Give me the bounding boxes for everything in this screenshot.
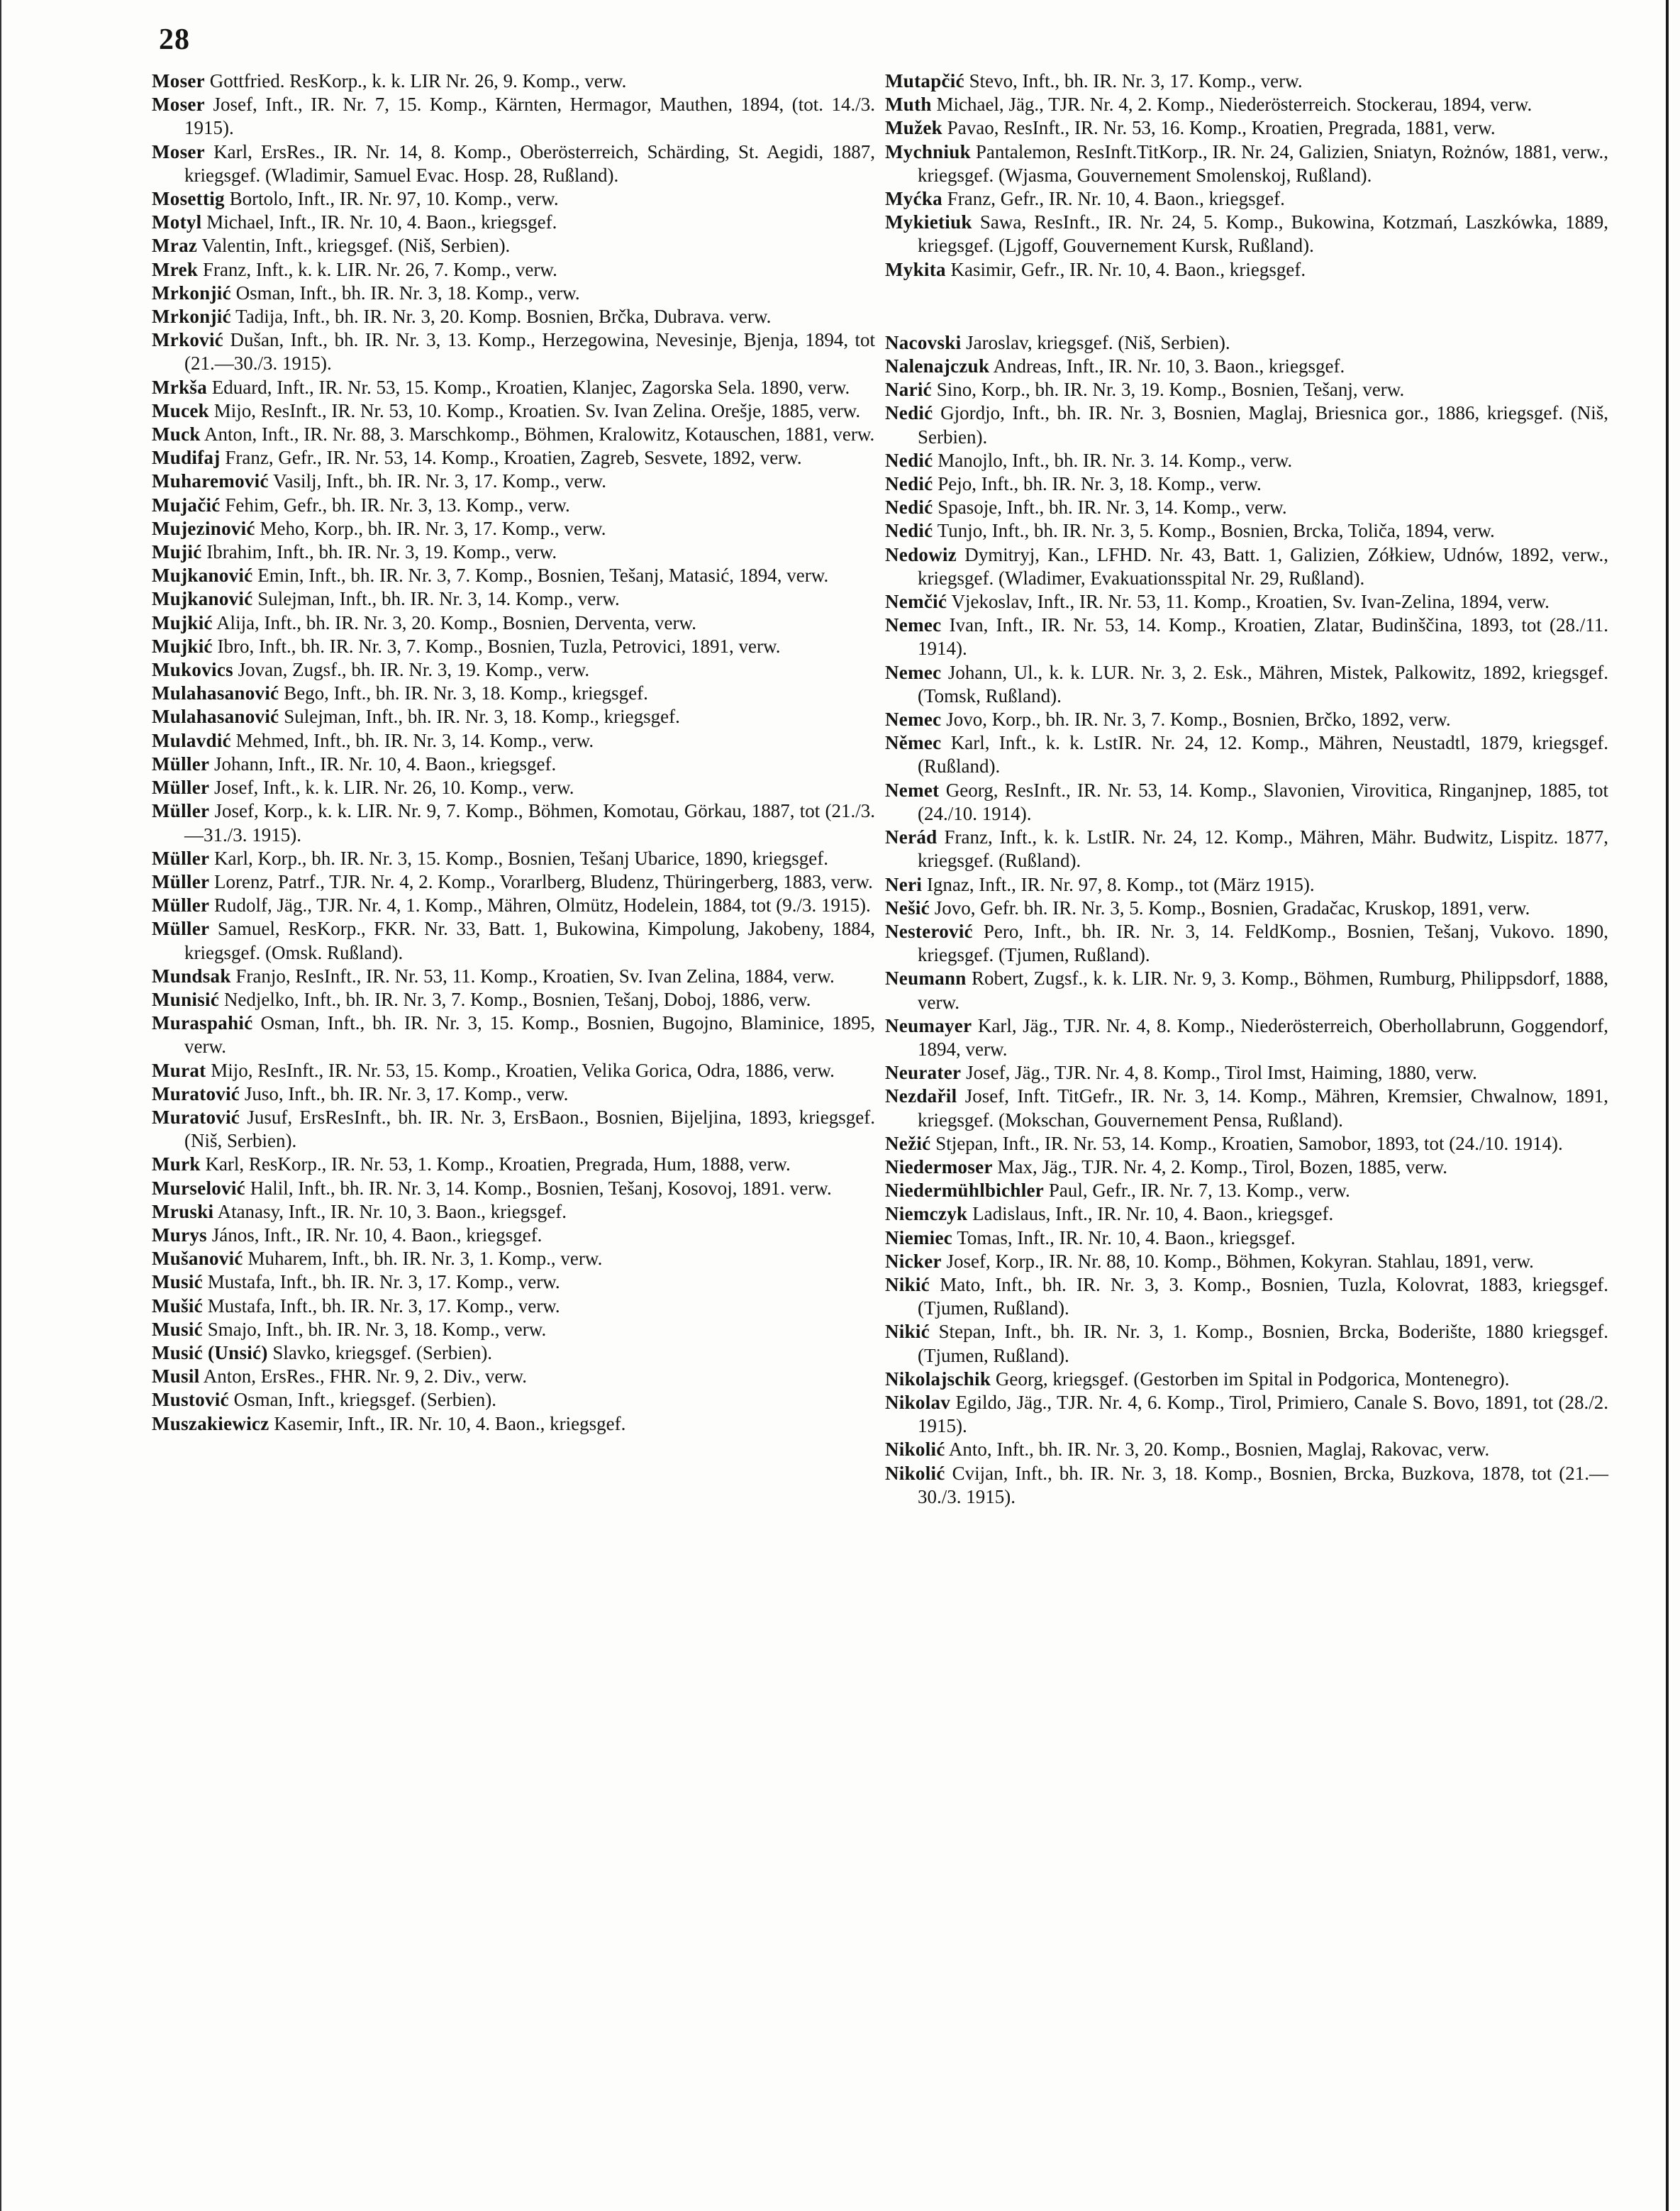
register-entry xyxy=(152,776,875,799)
register-entry xyxy=(885,873,1608,897)
register-entry xyxy=(152,917,875,964)
entry-details: Anton, ErsRes., FHR. Nr. 9, 2. Div., verw. xyxy=(203,1365,528,1387)
register-entry xyxy=(152,187,875,211)
entry-surname: Neumann xyxy=(885,968,967,990)
entry-details: Andreas, Inft., IR. Nr. 10, 3. Baon., kriegsgef. xyxy=(993,355,1345,377)
entry-details: Franz, Inft., k. k. LIR. Nr. 26, 7. Komp., verw. xyxy=(202,258,557,280)
entry-surname: Muharemović xyxy=(152,470,269,492)
entry-details: Karl, ResKorp., IR. Nr. 53, 1. Komp., Kroatien, Pregrada, Hum, 1888, verw. xyxy=(205,1153,791,1175)
register-entry xyxy=(152,988,875,1012)
entry-details: Emin, Inft., bh. IR. Nr. 3, 7. Komp., Bosnien, Tešanj, Matasić, 1894, verw. xyxy=(257,565,829,587)
entry-surname: Nedić xyxy=(885,520,933,542)
entry-surname: Nemčić xyxy=(885,591,947,613)
register-entry xyxy=(152,258,875,282)
register-entry xyxy=(152,1365,875,1388)
entry-surname: Mykietiuk xyxy=(885,211,972,233)
register-entry xyxy=(152,1295,875,1318)
entry-details: Jovan, Zugsf., bh. IR. Nr. 3, 19. Komp., verw. xyxy=(238,659,590,681)
entry-surname: Nedić xyxy=(885,449,933,471)
entry-details: Spasoje, Inft., bh. IR. Nr. 3, 14. Komp., verw. xyxy=(938,497,1287,519)
entry-surname: Musić xyxy=(152,1271,203,1293)
register-entry xyxy=(152,1082,875,1106)
entry-surname: Murk xyxy=(152,1153,201,1175)
entry-details: Pantalemon, ResInft.TitKorp., IR. Nr. 24, Galizien, Sniatyn, Rożnów, 1881, verw., kriegsgef. (Wjasma, Gouvernement Smolenskoj, Rußland). xyxy=(918,140,1608,186)
entry-surname: Narić xyxy=(885,379,932,401)
section-gap xyxy=(885,282,1608,331)
register-entry xyxy=(885,1273,1608,1320)
entry-surname: Musil xyxy=(152,1365,200,1387)
entry-surname: Mujkić xyxy=(152,635,213,657)
register-entry xyxy=(885,826,1608,872)
entry-details: Anton, Inft., IR. Nr. 88, 3. Marschkomp., Böhmen, Kralowitz, Kotauschen, 1881, verw. xyxy=(204,423,875,445)
entry-surname: Mulahasanović xyxy=(152,682,279,704)
register-entry xyxy=(152,870,875,894)
entry-surname: Nikolajschik xyxy=(885,1368,991,1390)
entry-surname: Mulavdić xyxy=(152,729,231,751)
entry-surname: Nemet xyxy=(885,779,940,801)
entry-surname: Müller xyxy=(152,800,210,822)
register-entry xyxy=(152,729,875,753)
entry-surname: Mustović xyxy=(152,1389,229,1411)
entry-details: Robert, Zugsf., k. k. LIR. Nr. 9, 3. Komp., Böhmen, Rumburg, Philippsdorf, 1888, verw. xyxy=(918,968,1608,1013)
register-entry xyxy=(885,496,1608,519)
register-entry xyxy=(885,378,1608,401)
entry-details: Ivan, Inft., IR. Nr. 53, 14. Komp., Kroatien, Zlatar, Budinščina, 1893, tot (28./11. 1914). xyxy=(918,614,1609,660)
entry-surname: Murat xyxy=(152,1059,206,1081)
entry-surname: Mraz xyxy=(152,235,198,257)
entry-details: Gjordjo, Inft., bh. IR. Nr. 3, Bosnien, Maglaj, Briesnica gor., 1886, kriegsgef. (Niš, Serbien). xyxy=(918,402,1608,448)
register-entry xyxy=(152,140,875,187)
register-entry xyxy=(152,494,875,517)
entry-surname: Niemiec xyxy=(885,1226,953,1248)
entry-surname: Müller xyxy=(152,918,210,940)
entry-details: Egildo, Jäg., TJR. Nr. 4, 6. Komp., Tirol, Primiero, Canale S. Bovo, 1891, tot (28./2. 1915). xyxy=(918,1391,1608,1437)
register-entry xyxy=(885,1250,1608,1273)
entry-surname: Murys xyxy=(152,1224,207,1246)
entry-details: Dušan, Inft., bh. IR. Nr. 3, 13. Komp., Herzegowina, Nevesinje, Bjenja, 1894, tot (21.—30./3. 1915). xyxy=(184,329,876,375)
entry-details: Anto, Inft., bh. IR. Nr. 3, 20. Komp., Bosnien, Maglaj, Rakovac, verw. xyxy=(948,1439,1490,1461)
register-entry xyxy=(885,543,1608,590)
entry-details: Tunjo, Inft., bh. IR. Nr. 3, 5. Komp., Bosnien, Brcka, Toliča, 1894, verw. xyxy=(937,520,1495,542)
register-entry xyxy=(885,1320,1608,1367)
entry-details: Franz, Gefr., IR. Nr. 53, 14. Komp., Kroatien, Zagreb, Sesvete, 1892, verw. xyxy=(225,447,802,469)
entry-details: Ibro, Inft., bh. IR. Nr. 3, 7. Komp., Bosnien, Tuzla, Petrovici, 1891, verw. xyxy=(217,635,781,657)
register-entry xyxy=(152,470,875,493)
register-entry xyxy=(885,614,1608,660)
register-entry xyxy=(885,401,1608,448)
entry-surname: Musić (Unsić) xyxy=(152,1341,268,1363)
entry-details: Mehmed, Inft., bh. IR. Nr. 3, 14. Komp., verw. xyxy=(235,729,594,751)
entry-details: Halil, Inft., bh. IR. Nr. 3, 14. Komp., Bosnien, Tešanj, Kosovoj, 1891. verw. xyxy=(250,1177,832,1199)
entry-details: Nedjelko, Inft., bh. IR. Nr. 3, 7. Komp., Bosnien, Tešanj, Doboj, 1886, verw. xyxy=(223,988,811,1010)
entry-surname: Muszakiewicz xyxy=(152,1412,269,1434)
entry-details: Vjekoslav, Inft., IR. Nr. 53, 11. Komp., Kroatien, Sv. Ivan-Zelina, 1894, verw. xyxy=(951,591,1550,613)
entry-details: Valentin, Inft., kriegsgef. (Niš, Serbien). xyxy=(201,235,511,257)
entry-surname: Mundsak xyxy=(152,965,231,987)
entry-surname: Neri xyxy=(885,873,923,895)
entry-surname: Niemczyk xyxy=(885,1203,968,1225)
register-entry xyxy=(885,1061,1608,1085)
entry-surname: Müller xyxy=(152,777,210,799)
register-entry xyxy=(885,116,1608,140)
register-entry xyxy=(885,1226,1608,1250)
entry-details: Vasilj, Inft., bh. IR. Nr. 3, 17. Komp., verw. xyxy=(273,470,607,492)
entry-surname: Nešić xyxy=(885,897,930,919)
register-entry xyxy=(152,1318,875,1341)
register-entry xyxy=(152,1412,875,1436)
entry-details: Karl, Inft., k. k. LstIR. Nr. 24, 12. Komp., Mähren, Neustadtl, 1879, kriegsgef. (Rußland). xyxy=(918,732,1608,777)
page-edge-left xyxy=(0,0,1,2211)
entry-details: Ignaz, Inft., IR. Nr. 97, 8. Komp., tot (März 1915). xyxy=(926,873,1315,895)
entry-details: Karl, Korp., bh. IR. Nr. 3, 15. Komp., Bosnien, Tešanj Ubarice, 1890, kriegsgef. xyxy=(214,847,828,869)
register-entry xyxy=(152,1177,875,1200)
entry-details: Michael, Jäg., TJR. Nr. 4, 2. Komp., Niederösterreich. Stockerau, 1894, verw. xyxy=(936,94,1532,116)
entry-surname: Mrek xyxy=(152,258,199,280)
register-entry xyxy=(885,1132,1608,1156)
register-entry xyxy=(885,211,1608,257)
entry-details: Manojlo, Inft., bh. IR. Nr. 3. 14. Komp., verw. xyxy=(938,449,1293,471)
register-entry xyxy=(152,1270,875,1294)
entry-surname: Nikolav xyxy=(885,1391,951,1413)
entry-surname: Mulahasanović xyxy=(152,706,279,728)
register-entry xyxy=(152,587,875,611)
entry-details: Franz, Inft., k. k. LstIR. Nr. 24, 12. Komp., Mähren, Mähr. Budwitz, Lispitz. 1877, kriegsgef. (Rußland). xyxy=(918,826,1609,872)
entry-surname: Mužek xyxy=(885,117,942,139)
entry-details: Alija, Inft., bh. IR. Nr. 3, 20. Komp., Bosnien, Derventa, verw. xyxy=(216,611,696,633)
register-entry xyxy=(885,258,1608,282)
entry-details: Johann, Ul., k. k. LUR. Nr. 3, 2. Esk., Mähren, Mistek, Palkowitz, 1892, kriegsgef. (Tomsk, Rußland). xyxy=(918,661,1609,706)
register-entry xyxy=(152,753,875,776)
entry-details: Atanasy, Inft., IR. Nr. 10, 3. Baon., kriegsgef. xyxy=(217,1200,567,1222)
register-entry xyxy=(152,1153,875,1176)
entry-details: Eduard, Inft., IR. Nr. 53, 15. Komp., Kroatien, Klanjec, Zagorska Sela. 1890, verw. xyxy=(211,376,850,398)
left-column xyxy=(152,70,875,1436)
entry-surname: Nezdařil xyxy=(885,1085,957,1107)
register-entry xyxy=(885,70,1608,93)
entry-surname: Mujić xyxy=(152,541,202,563)
entry-details: Karl, ErsRes., IR. Nr. 14, 8. Komp., Oberösterreich, Schärding, St. Aegidi, 1887, kriegsgef. (Wladimir, Samuel Evac. Hosp. 28, Rußland). xyxy=(184,140,876,186)
entry-details: Max, Jäg., TJR. Nr. 4, 2. Komp., Tirol, Bozen, 1885, verw. xyxy=(997,1156,1447,1177)
entry-surname: Mucek xyxy=(152,399,209,421)
entry-details: Georg, kriegsgef. (Gestorben im Spital in Podgorica, Montenegro). xyxy=(995,1368,1510,1390)
entry-surname: Mujkanović xyxy=(152,588,253,610)
entry-details: Tomas, Inft., IR. Nr. 10, 4. Baon., kriegsgef. xyxy=(957,1226,1296,1248)
entry-details: Samuel, ResKorp., FKR. Nr. 33, Batt. 1, Bukowina, Kimpolung, Jakobeny, 1884, kriegsgef. (Omsk. Rußland). xyxy=(184,918,875,963)
register-entry xyxy=(152,799,875,846)
entry-surname: Moser xyxy=(152,140,205,162)
entry-surname: Němec xyxy=(885,732,942,754)
entry-details: Osman, Inft., bh. IR. Nr. 3, 15. Komp., Bosnien, Bugojno, Blaminice, 1895, verw. xyxy=(184,1012,876,1058)
entry-surname: Müller xyxy=(152,847,210,869)
register-entry xyxy=(152,1106,875,1153)
entry-details: Ibrahim, Inft., bh. IR. Nr. 3, 19. Komp., verw. xyxy=(206,541,557,563)
entry-surname: Nežić xyxy=(885,1132,931,1154)
register-entry xyxy=(885,93,1608,116)
entry-surname: Muck xyxy=(152,423,201,445)
entry-surname: Nedić xyxy=(885,473,933,495)
register-entry xyxy=(885,1462,1608,1509)
entry-details: Pero, Inft., bh. IR. Nr. 3, 14. FeldKomp., Bosnien, Tešanj, Vukovo. 1890, kriegsgef. (Tjumen, Rußland). xyxy=(918,920,1609,966)
entry-details: Stepan, Inft., bh. IR. Nr. 3, 1. Komp., Bosnien, Brcka, Boderište, 1880 kriegsgef. (Tjumen, Rußland). xyxy=(918,1321,1608,1366)
register-entry xyxy=(885,661,1608,708)
register-entry xyxy=(152,1200,875,1224)
register-entry xyxy=(885,472,1608,496)
register-entry xyxy=(152,282,875,305)
entry-details: Josef, Jäg., TJR. Nr. 4, 8. Komp., Tirol Imst, Haiming, 1880, verw. xyxy=(966,1062,1477,1084)
register-entry xyxy=(152,1224,875,1247)
right-column-block-m xyxy=(885,70,1608,282)
entry-details: Sulejman, Inft., bh. IR. Nr. 3, 14. Komp., verw. xyxy=(257,588,620,610)
entry-details: Smajo, Inft., bh. IR. Nr. 3, 18. Komp., verw. xyxy=(207,1318,547,1340)
entry-details: Sawa, ResInft., IR. Nr. 24, 5. Komp., Bukowina, Kotzmań, Laszkówka, 1889, kriegsgef. (Ljgoff, Gouvernement Kursk, Rußland). xyxy=(918,211,1608,257)
register-entry xyxy=(152,234,875,257)
entry-surname: Nalenajczuk xyxy=(885,355,990,377)
register-entry xyxy=(152,705,875,728)
entry-surname: Müller xyxy=(152,753,210,775)
entry-surname: Nicker xyxy=(885,1250,942,1272)
entry-details: Mustafa, Inft., bh. IR. Nr. 3, 17. Komp., verw. xyxy=(207,1295,560,1317)
register-entry xyxy=(152,446,875,470)
entry-details: Georg, ResInft., IR. Nr. 53, 14. Komp., Slavonien, Virovitica, Ringanjnep, 1885, tot (24./10. 1914). xyxy=(918,779,1609,824)
register-entry xyxy=(885,187,1608,211)
entry-surname: Mrković xyxy=(152,329,224,351)
entry-surname: Mujkić xyxy=(152,611,213,633)
register-entry xyxy=(885,1368,1608,1391)
register-entry xyxy=(152,423,875,446)
entry-surname: Mukovics xyxy=(152,659,233,681)
entry-surname: Nikolić xyxy=(885,1462,945,1484)
entry-details: Ladislaus, Inft., IR. Nr. 10, 4. Baon., kriegsgef. xyxy=(972,1203,1334,1225)
entry-details: Kasimir, Gefr., IR. Nr. 10, 4. Baon., kriegsgef. xyxy=(950,258,1306,280)
entry-surname: Mudifaj xyxy=(152,447,221,469)
entry-surname: Mykita xyxy=(885,258,946,280)
entry-details: Josef, Korp., IR. Nr. 88, 10. Komp., Böhmen, Kokyran. Stahlau, 1891, verw. xyxy=(946,1250,1534,1272)
register-entry xyxy=(152,305,875,328)
register-entry xyxy=(152,1341,875,1365)
entry-surname: Munisić xyxy=(152,988,220,1010)
right-column xyxy=(885,70,1608,1509)
entry-details: Dymitryj, Kan., LFHD. Nr. 43, Batt. 1, Galizien, Zółkiew, Udnów, 1892, verw., kriegsgef. (Wladimer, Evakuationsspital Nr. 29, Rußland). xyxy=(918,543,1609,589)
register-entry xyxy=(152,611,875,635)
entry-details: Meho, Korp., bh. IR. Nr. 3, 17. Komp., verw. xyxy=(260,517,606,539)
entry-surname: Mruski xyxy=(152,1200,214,1222)
register-entry xyxy=(885,1179,1608,1202)
entry-surname: Mrkonjić xyxy=(152,282,231,304)
entry-surname: Nedić xyxy=(885,497,933,519)
entry-details: Johann, Inft., IR. Nr. 10, 4. Baon., kriegsgef. xyxy=(214,753,557,775)
entry-surname: Mušanović xyxy=(152,1248,243,1270)
register-entry xyxy=(885,967,1608,1014)
entry-details: Josef, Korp., k. k. LIR. Nr. 9, 7. Komp., Böhmen, Komotau, Görkau, 1887, tot (21./3.—31./3. 1915). xyxy=(184,800,876,846)
entry-surname: Muraspahić xyxy=(152,1012,253,1034)
register-entry xyxy=(152,564,875,587)
entry-surname: Mujezinović xyxy=(152,517,255,539)
entry-surname: Nemec xyxy=(885,614,942,636)
entry-surname: Mujkanović xyxy=(152,565,253,587)
entry-surname: Niedermühlbichler xyxy=(885,1180,1045,1202)
register-entry xyxy=(152,399,875,423)
entry-details: Lorenz, Patrf., TJR. Nr. 4, 2. Komp., Vorarlberg, Bludenz, Thüringerberg, 1883, verw. xyxy=(214,870,873,892)
entry-details: Slavko, kriegsgef. (Serbien). xyxy=(272,1341,493,1363)
entry-details: Tadija, Inft., bh. IR. Nr. 3, 20. Komp. Bosnien, Brčka, Dubrava. verw. xyxy=(235,306,772,328)
register-entry xyxy=(152,70,875,93)
register-entry xyxy=(885,920,1608,967)
register-entry xyxy=(885,519,1608,543)
entry-details: Paul, Gefr., IR. Nr. 7, 13. Komp., verw. xyxy=(1048,1180,1350,1202)
register-entry xyxy=(152,1059,875,1082)
entry-details: Bego, Inft., bh. IR. Nr. 3, 18. Komp., kriegsgef. xyxy=(284,682,648,704)
register-entry xyxy=(885,731,1608,778)
entry-surname: Nedić xyxy=(885,402,933,424)
entry-surname: Motyl xyxy=(152,211,202,233)
entry-details: Muharem, Inft., bh. IR. Nr. 3, 1. Komp., verw. xyxy=(247,1248,603,1270)
register-entry xyxy=(885,355,1608,378)
entry-details: Josef, Inft., IR. Nr. 7, 15. Komp., Kärnten, Hermagor, Mauthen, 1894, (tot. 14./3. 1915). xyxy=(184,94,876,139)
register-entry xyxy=(885,1085,1608,1131)
entry-details: Franjo, ResInft., IR. Nr. 53, 11. Komp., Kroatien, Sv. Ivan Zelina, 1884, verw. xyxy=(235,965,835,987)
entry-details: Jaroslav, kriegsgef. (Niš, Serbien). xyxy=(966,331,1230,353)
register-entry xyxy=(152,635,875,658)
entry-details: Pejo, Inft., bh. IR. Nr. 3, 18. Komp., verw. xyxy=(938,473,1262,495)
register-entry xyxy=(152,1388,875,1412)
entry-details: Gottfried. ResKorp., k. k. LIR Nr. 26, 9. Komp., verw. xyxy=(209,70,627,92)
page-edge-right xyxy=(1666,0,1669,2211)
register-entry xyxy=(885,140,1608,187)
entry-details: Osman, Inft., bh. IR. Nr. 3, 18. Komp., verw. xyxy=(235,282,580,304)
register-entry xyxy=(152,847,875,870)
register-entry xyxy=(152,328,875,375)
entry-surname: Muratović xyxy=(152,1106,240,1128)
entry-surname: Mychniuk xyxy=(885,140,971,162)
register-entry xyxy=(885,449,1608,472)
register-entry xyxy=(152,1012,875,1058)
entry-surname: Neumayer xyxy=(885,1014,972,1036)
entry-details: Sino, Korp., bh. IR. Nr. 3, 19. Komp., Bosnien, Tešanj, verw. xyxy=(936,379,1405,401)
register-entry xyxy=(885,897,1608,920)
entry-details: Rudolf, Jäg., TJR. Nr. 4, 1. Komp., Mähren, Olmütz, Hodelein, 1884, tot (9./3. 1915). xyxy=(214,894,871,916)
page-number: 28 xyxy=(159,23,190,56)
entry-details: Osman, Inft., kriegsgef. (Serbien). xyxy=(233,1389,497,1411)
entry-surname: Moser xyxy=(152,70,205,92)
register-entry xyxy=(152,93,875,140)
register-entry xyxy=(885,331,1608,355)
entry-details: Josef, Inft. TitGefr., IR. Nr. 3, 14. Komp., Mähren, Kremsier, Chwalnow, 1891, kriegsgef. (Mokschan, Gouvernement Pensa, Rußland). xyxy=(918,1085,1608,1131)
entry-details: Karl, Jäg., TJR. Nr. 4, 8. Komp., Niederösterreich, Oberhollabrunn, Goggendorf, 1894, verw. xyxy=(918,1014,1609,1060)
entry-details: Juso, Inft., bh. IR. Nr. 3, 17. Komp., verw. xyxy=(244,1082,569,1104)
entry-surname: Mosettig xyxy=(152,188,225,210)
entry-details: Stevo, Inft., bh. IR. Nr. 3, 17. Komp., verw. xyxy=(969,70,1303,92)
entry-details: Kasemir, Inft., IR. Nr. 10, 4. Baon., kriegsgef. xyxy=(274,1412,626,1434)
register-entry xyxy=(152,894,875,917)
entry-surname: Neurater xyxy=(885,1062,962,1084)
entry-surname: Nikić xyxy=(885,1321,930,1343)
entry-details: Sulejman, Inft., bh. IR. Nr. 3, 18. Komp., kriegsgef. xyxy=(284,706,680,728)
entry-details: Mijo, ResInft., IR. Nr. 53, 10. Komp., Kroatien. Sv. Ivan Zelina. Orešje, 1885, verw. xyxy=(213,399,861,421)
register-entry xyxy=(152,1247,875,1270)
register-entry xyxy=(152,517,875,541)
entry-surname: Nemec xyxy=(885,661,942,683)
entry-surname: Muratović xyxy=(152,1082,240,1104)
entry-surname: Muth xyxy=(885,94,932,116)
entry-details: Michael, Inft., IR. Nr. 10, 4. Baon., kriegsgef. xyxy=(206,211,557,233)
register-entry xyxy=(885,1202,1608,1226)
register-entry xyxy=(885,779,1608,826)
register-entry xyxy=(885,1438,1608,1461)
entry-surname: Mujačić xyxy=(152,494,221,516)
entry-surname: Mušić xyxy=(152,1295,203,1317)
register-entry xyxy=(152,682,875,705)
entry-surname: Nikić xyxy=(885,1273,930,1295)
register-entry xyxy=(885,1014,1608,1061)
entry-surname: Müller xyxy=(152,894,210,916)
entry-details: Pavao, ResInft., IR. Nr. 53, 16. Komp., Kroatien, Pregrada, 1881, verw. xyxy=(947,117,1496,139)
entry-details: Bortolo, Inft., IR. Nr. 97, 10. Komp., verw. xyxy=(229,188,559,210)
entry-surname: Myćka xyxy=(885,188,942,210)
entry-surname: Murselović xyxy=(152,1177,245,1199)
entry-surname: Musić xyxy=(152,1318,203,1340)
register-entry xyxy=(152,376,875,399)
register-entry xyxy=(152,211,875,234)
register-entry xyxy=(152,965,875,988)
entry-surname: Müller xyxy=(152,870,210,892)
entry-details: Mato, Inft., bh. IR. Nr. 3, 3. Komp., Bosnien, Tuzla, Kolovrat, 1883, kriegsgef. (Tjumen, Rußland). xyxy=(918,1273,1608,1319)
entry-surname: Nedowiz xyxy=(885,543,957,565)
entry-surname: Mrkonjić xyxy=(152,306,231,328)
entry-details: Jovo, Korp., bh. IR. Nr. 3, 7. Komp., Bosnien, Brčko, 1892, verw. xyxy=(946,709,1451,731)
entry-surname: Nemec xyxy=(885,709,942,731)
register-entry xyxy=(885,1156,1608,1179)
entry-surname: Nacovski xyxy=(885,331,962,353)
entry-details: Fehim, Gefr., bh. IR. Nr. 3, 13. Komp., verw. xyxy=(225,494,570,516)
entry-details: Mustafa, Inft., bh. IR. Nr. 3, 17. Komp., verw. xyxy=(207,1271,560,1293)
entry-surname: Mutapčić xyxy=(885,70,964,92)
entry-details: Jusuf, ErsResInft., bh. IR. Nr. 3, ErsBaon., Bosnien, Bijeljina, 1893, kriegsgef. (Niš, Serbien). xyxy=(184,1106,875,1152)
entry-surname: Moser xyxy=(152,94,205,116)
entry-surname: Niedermoser xyxy=(885,1156,993,1177)
entry-details: Cvijan, Inft., bh. IR. Nr. 3, 18. Komp., Bosnien, Brcka, Buzkova, 1878, tot (21.—30./3. 1915). xyxy=(918,1462,1609,1507)
entry-surname: Nerád xyxy=(885,826,938,848)
entry-details: János, Inft., IR. Nr. 10, 4. Baon., kriegsgef. xyxy=(211,1224,543,1246)
register-entry xyxy=(885,590,1608,614)
right-column-block-n xyxy=(885,331,1608,1509)
entry-details: Josef, Inft., k. k. LIR. Nr. 26, 10. Komp., verw. xyxy=(214,777,574,799)
entry-details: Mijo, ResInft., IR. Nr. 53, 15. Komp., Kroatien, Velika Gorica, Odra, 1886, verw. xyxy=(211,1059,835,1081)
register-entry xyxy=(885,708,1608,731)
entry-details: Franz, Gefr., IR. Nr. 10, 4. Baon., kriegsgef. xyxy=(947,188,1285,210)
register-entry xyxy=(152,658,875,682)
entry-surname: Nikolić xyxy=(885,1439,945,1461)
entry-details: Stjepan, Inft., IR. Nr. 53, 14. Komp., Kroatien, Samobor, 1893, tot (24./10. 1914). xyxy=(935,1132,1563,1154)
entry-surname: Mrkša xyxy=(152,376,207,398)
entry-details: Jovo, Gefr. bh. IR. Nr. 3, 5. Komp., Bosnien, Gradačac, Kruskop, 1891, verw. xyxy=(934,897,1530,919)
register-entry xyxy=(152,541,875,564)
entry-surname: Nesterović xyxy=(885,920,973,942)
register-entry xyxy=(885,1391,1608,1438)
